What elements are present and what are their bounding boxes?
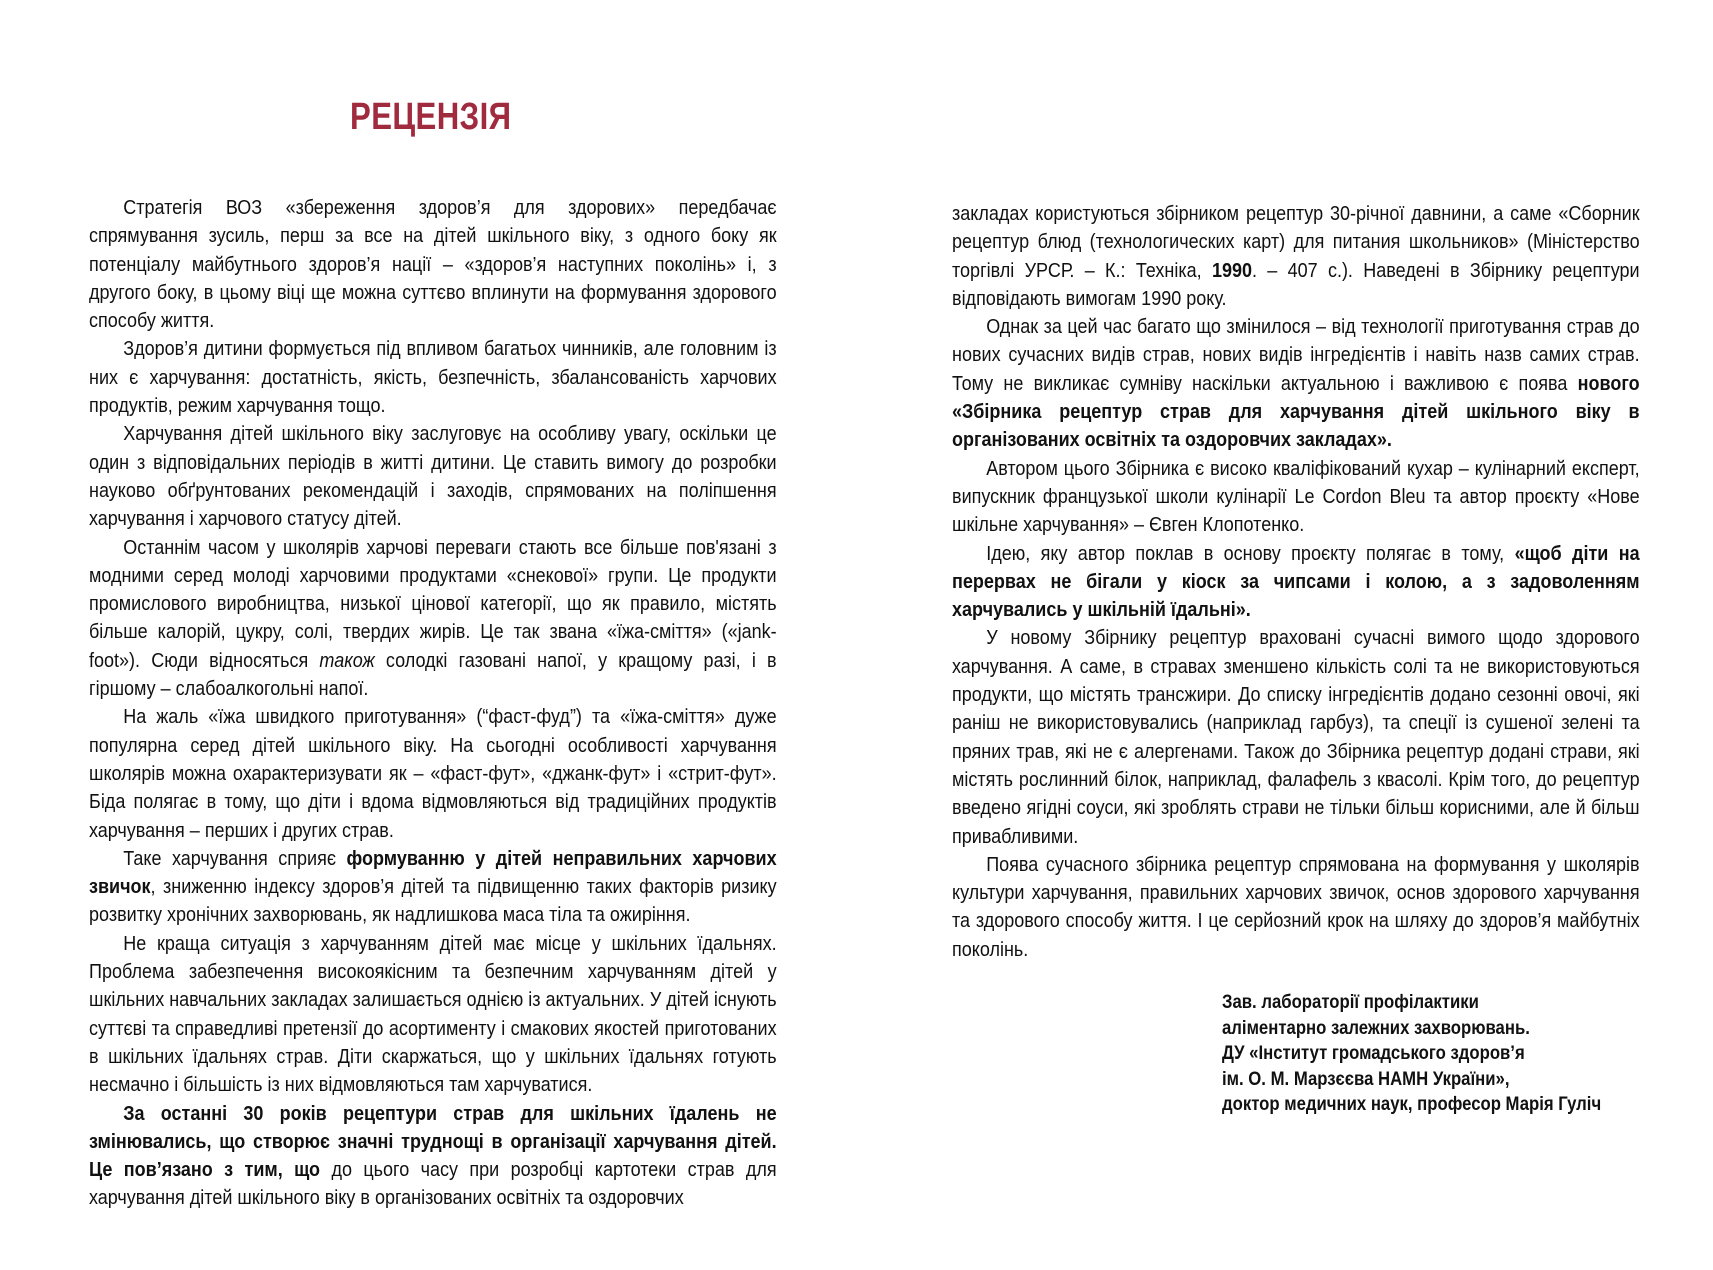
paragraph <box>89 845 777 930</box>
paragraph <box>952 313 1640 454</box>
text-span: Останнім часом у школярів харчові переваги стають все більше пов'язані з модними серед молоді харчовими продуктами «снекової» групи. Це продукти промислового виробництва, низької цінової категорії, що як правило, містять більше калорій, цукру, солі, твердих жирів. Це так звана «їжа-сміття» («jank-foot»). Сюди відносяться <box>89 536 777 672</box>
bold-text: «щоб діти на перервах не бігали у кіоск за чипсами і колою, а з задоволенням харчувались у шкільній їдальні». <box>952 542 1640 622</box>
page-title: РЕЦЕНЗІЯ <box>350 96 512 138</box>
paragraph <box>952 540 1640 625</box>
left-column <box>89 194 777 1213</box>
signature-line: ім. О. М. Марзєєва НАМН України», <box>1222 1068 1510 1090</box>
signature-line: ДУ «Інститут громадського здоров’я <box>1222 1043 1525 1064</box>
signature-block <box>1222 990 1601 1118</box>
paragraph <box>952 200 1640 313</box>
text-span: закладах користуються збірником рецептур 30-річної давнини, а саме «Сборник рецептур блюд (технологических карт) для питания школьников» (Міністерство торгівлі УРСР. – К.: Техніка, <box>952 203 1640 282</box>
bold-text: 1990 <box>1211 259 1252 282</box>
text-span: до цього часу при розробці картотеки страв для харчування дітей шкільного віку в організованих освітніх та оздоровчих <box>89 1159 777 1210</box>
paragraph: Стратегія ВОЗ «збереження здоров’я для здорових» передбачає спрямування зусиль, перш за все на дітей шкільного віку, з одного боку як потенціалу майбутнього здоров’я нації – «здоров’я наступних поколінь» і, з другого боку, в цьому віці ще можна суттєво вплинути на формування здорового способу життя. <box>89 197 777 333</box>
text-span: Ідею, яку автор поклав в основу проєкту полягає в тому, <box>986 542 1515 565</box>
text-span: , зниженню індексу здоров’я дітей та підвищенню таких факторів ризику розвитку хронічних захворювань, як надлишкова маса тіла та ожиріння. <box>89 876 777 927</box>
paragraph: На жаль «їжа швидкого приготування» (“фаст-фуд”) та «їжа-сміття» дуже популярна серед дітей шкільного віку. На сьогодні особливості харчування школярів можна охарактеризувати як – «фаст-фут», «джанк-фут» і «стрит-фут». Біда полягає в тому, що діти і вдома відмовляються від традиційних продуктів харчування – перших і других страв. <box>89 706 777 842</box>
bold-text: формуванню у дітей неправильних харчових звичок <box>89 847 777 899</box>
signature-line: аліментарно залежних захворювань. <box>1222 1017 1530 1039</box>
paragraph <box>89 1100 777 1213</box>
text-span: Однак за цей час багато що змінилося – від технології приготування страв до нових сучасних видів страв, нових видів інгредієнтів і навіть назв самих страв. Тому не викликає сумніву наскільки актуальною і важливою є поява <box>952 316 1640 395</box>
paragraph: У новому Збірнику рецептур враховані сучасні вимого щодо здорового харчування. А саме, в стравах зменшено кількість солі та не використовуються продукти, що містять трансжири. До списку інгредієнтів додано сезонні овочі, які раніш не використовувались (наприклад гарбуз), та спеції із сушеної зелені та пряних трав, які не є алергенами. Також до Збірника рецептур додані страви, які містять рослинний білок, наприклад, фалафель з квасолі. Крім того, до рецептур введено ягідні соуси, які зроблять страви не тільки більш корисними, але й більш привабливими. <box>952 627 1640 848</box>
paragraph: Здоров’я дитини формується під впливом багатьох чинників, але головним із них є харчування: достатність, якість, безпечність, збалансованість харчових продуктів, режим харчування тощо. <box>89 338 777 418</box>
paragraph: Не краща ситуація з харчуванням дітей має місце у шкільних їдальнях. Проблема забезпечення високоякісним та безпечним харчуванням дітей у шкільних навчальних закладах залишається однією із актуальних. У дітей існують суттєві та справедливі претензії до асортименту і смакових якостей приготованих в шкільних їдальнях страв. Діти скаржаться, що у шкільних їдальнях готують несмачно і більшість із них відмовляються там харчуватися. <box>89 932 777 1097</box>
text-span: Таке харчування сприяє <box>123 847 347 870</box>
signature-line: доктор медичних наук, професор Марія Гуліч <box>1222 1094 1602 1115</box>
bold-text: За останні 30 років рецептури страв для шкільних їдалень не змінювались, що створює значні труднощі в організації харчування дітей. Це пов’язано з тим, що <box>89 1102 777 1182</box>
paragraph: Автором цього Збірника є високо кваліфікований кухар – кулінарний експерт, випускник французької школи кулінарії Le Cordon Bleu та автор проєкту «Нове шкільне харчування» – Євген Клопотенко. <box>952 457 1640 537</box>
paragraph <box>89 534 777 704</box>
signature-line: Зав. лабораторії профілактики <box>1222 992 1479 1013</box>
italic-text: також <box>319 649 375 672</box>
text-span: . – 407 с.). Наведені в Збірнику рецептури відповідають вимогам 1990 року. <box>952 259 1640 310</box>
bold-text: нового «Збірника рецептур страв для харчування дітей шкільного віку в організованих освітніх та оздоровчих закладах». <box>952 372 1640 452</box>
text-span: солодкі газовані напої, у кращому разі, і в гіршому – слабоалкогольні напої. <box>89 649 777 701</box>
right-column <box>952 200 1640 964</box>
paragraph: Харчування дітей шкільного віку заслуговує на особливу увагу, оскільки це один з відповідальних періодів в житті дитини. Це ставить вимогу до розробки науково обґрунтованих рекомендацій і заходів, спрямованих на поліпшення харчування і харчового статусу дітей. <box>89 423 777 531</box>
paragraph: Поява сучасного збірника рецептур спрямована на формування у школярів культури харчування, правильних харчових звичок, основ здорового харчування та здорового способу життя. І це серйозний крок на шляху до здоров’я майбутніх поколінь. <box>952 853 1640 961</box>
